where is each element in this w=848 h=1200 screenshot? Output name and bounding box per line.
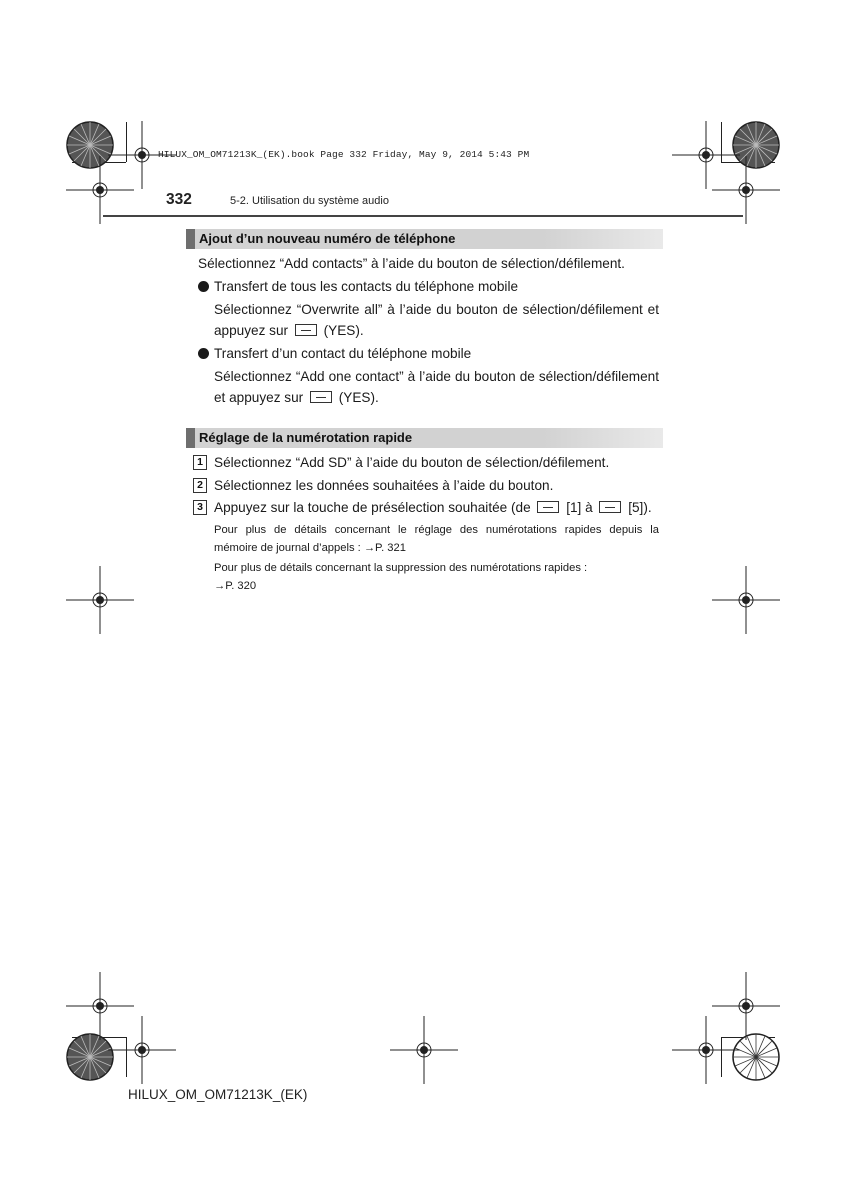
step-number: 1 xyxy=(193,455,207,470)
crosshair-mark-icon xyxy=(706,150,786,230)
preset-button-icon xyxy=(599,501,621,513)
crosshair-mark-icon xyxy=(384,1010,464,1090)
section-heading-text: Réglage de la numérotation rapide xyxy=(199,430,413,445)
paragraph-line: appuyez sur (YES). xyxy=(214,323,364,338)
step-text: Sélectionnez les données souhaitées à l’aide du bouton. xyxy=(214,478,554,493)
section-heading xyxy=(186,229,663,249)
paragraph-line: Sélectionnez “Overwrite all” à l’aide du bouton de sélection/défilement et xyxy=(214,302,659,317)
bullet-title: Transfert d’un contact du téléphone mobile xyxy=(214,346,472,361)
crosshair-mark-icon xyxy=(706,560,786,640)
phone-button-icon xyxy=(310,391,332,403)
note-line: mémoire de journal d’appels : →P. 321 xyxy=(214,542,406,554)
paragraph-line: Sélectionnez “Add one contact” à l’aide du bouton de sélection/défilement xyxy=(214,369,659,384)
note-line: Pour plus de détails concernant la suppression des numérotations rapides : xyxy=(214,562,588,574)
bullet-icon xyxy=(198,281,209,292)
bullet-icon xyxy=(198,348,209,359)
intro-text: Sélectionnez “Add contacts” à l’aide du bouton de sélection/défilement. xyxy=(198,256,625,271)
section-heading xyxy=(186,428,663,448)
paragraph-line: et appuyez sur (YES). xyxy=(214,390,379,405)
step-text: Sélectionnez “Add SD” à l’aide du bouton de sélection/défilement. xyxy=(214,455,610,470)
header-divider xyxy=(103,215,743,217)
note-line: →P. 320 xyxy=(214,580,257,592)
step-number: 3 xyxy=(193,500,207,515)
phone-button-icon xyxy=(295,324,317,336)
preset-button-icon xyxy=(537,501,559,513)
crosshair-mark-icon xyxy=(666,1010,746,1090)
section-heading-text: Ajout d’un nouveau numéro de téléphone xyxy=(199,231,456,246)
page-number: 332 xyxy=(166,191,192,208)
crosshair-mark-icon xyxy=(60,560,140,640)
section-title: 5-2. Utilisation du système audio xyxy=(230,195,389,207)
note-line: Pour plus de détails concernant le réglage des numérotations rapides depuis la xyxy=(214,524,659,536)
step-text: Appuyez sur la touche de présélection souhaitée (de [1] à [5]). xyxy=(214,500,652,515)
crosshair-mark-icon xyxy=(102,1010,182,1090)
footer-doc-code: HILUX_OM_OM71213K_(EK) xyxy=(128,1087,308,1102)
step-number: 2 xyxy=(193,478,207,493)
bullet-title: Transfert de tous les contacts du téléphone mobile xyxy=(214,279,519,294)
print-info: HILUX_OM_OM71213K_(EK).book Page 332 Friday, May 9, 2014 5:43 PM xyxy=(158,149,530,160)
crosshair-mark-icon xyxy=(60,150,140,230)
